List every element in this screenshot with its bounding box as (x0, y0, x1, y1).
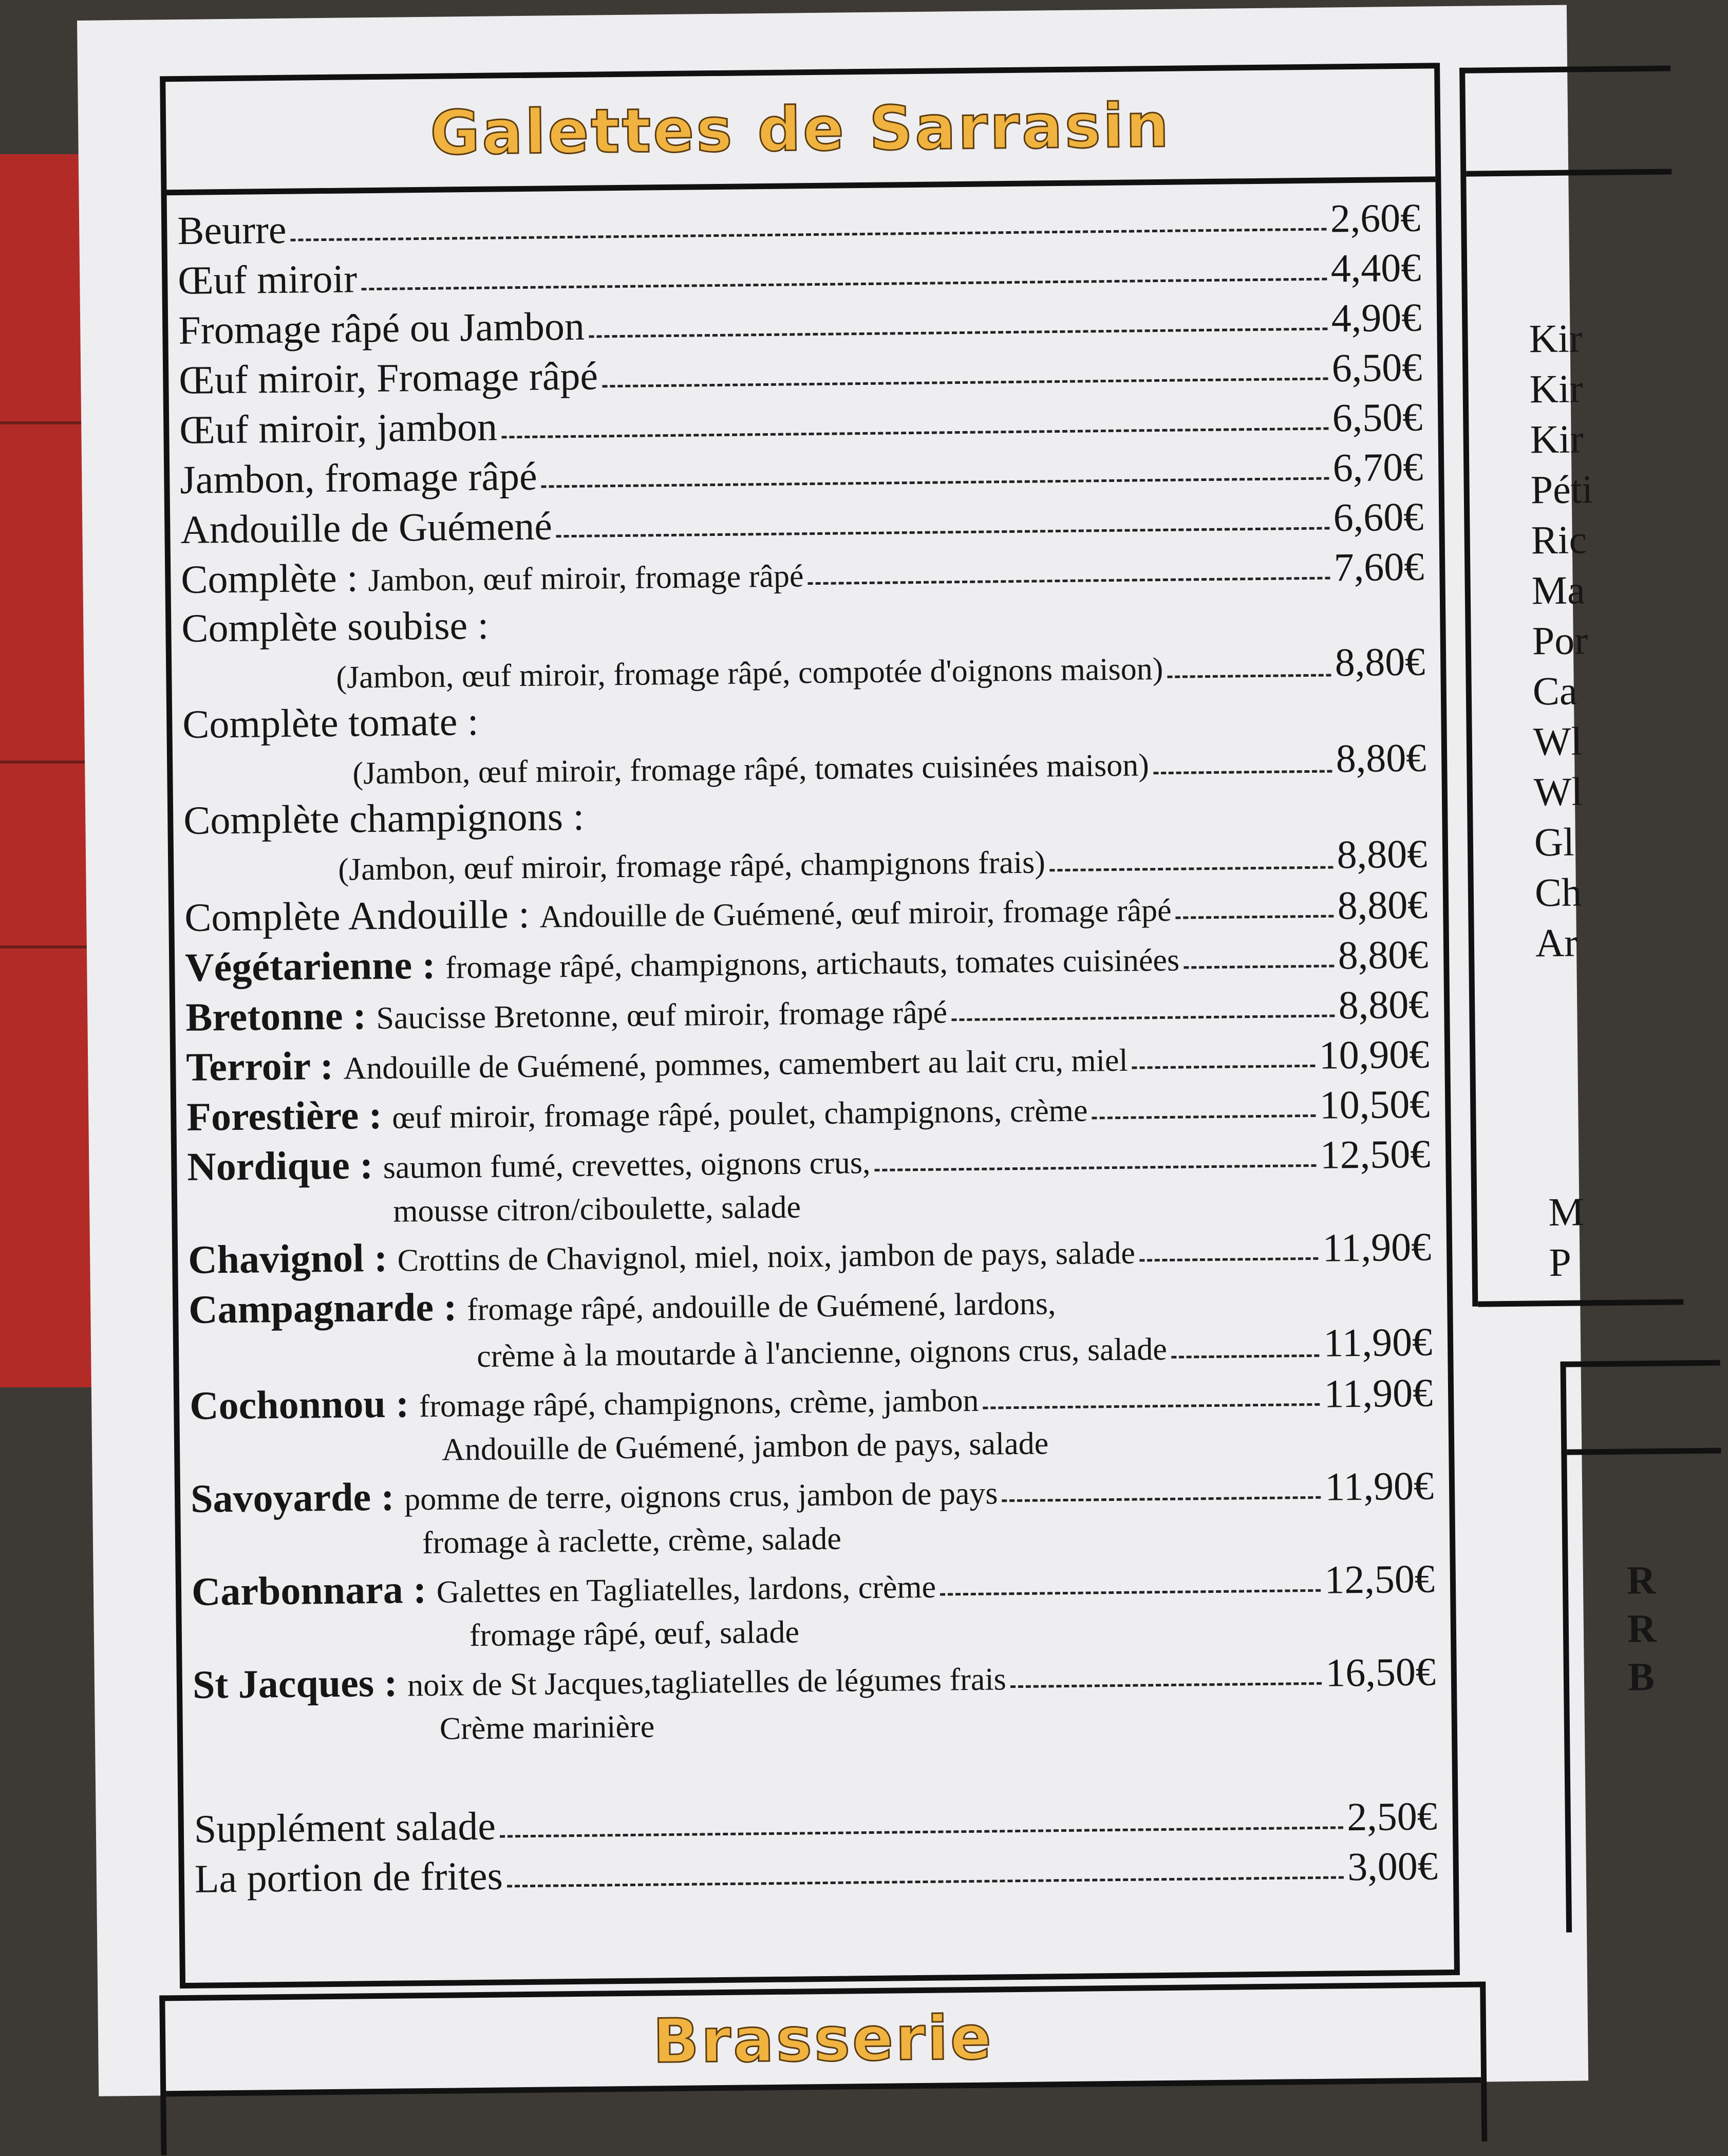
menu-items (177, 190, 1438, 1901)
item-name: Œuf miroir, Fromage râpé (178, 353, 598, 403)
dotted-leader (500, 1826, 1343, 1837)
dotted-leader (556, 527, 1329, 538)
item-price: 8,80€ (1335, 639, 1425, 685)
item-description-continued: Crème marinière (439, 1709, 655, 1746)
dotted-leader (1049, 866, 1333, 871)
divider (1466, 169, 1671, 177)
list-item: Ric (1531, 517, 1587, 563)
wood-plank-gap (0, 421, 92, 424)
item-description: fromage râpé, champignons, crème, jambon (419, 1383, 979, 1424)
item-description: (Jambon, œuf miroir, fromage râpé, champignons frais) (337, 845, 1046, 887)
item-name: Complète tomate : (182, 698, 479, 747)
dotted-leader (291, 228, 1326, 241)
item-price: 8,80€ (1336, 735, 1426, 781)
item-price: 6,50€ (1332, 394, 1423, 440)
item-description: Jambon, œuf miroir, fromage râpé (368, 559, 804, 599)
right-column-bold-list (1626, 1556, 1657, 1701)
item-name: Végétarienne : fromage râpé, champignons, artichauts, tomates cuisinées (184, 942, 1180, 990)
item-name: Supplément salade (194, 1803, 496, 1852)
brasserie-section (159, 1981, 1487, 2155)
item-description: Galettes en Tagliatelles, lardons, crème (436, 1569, 936, 1610)
item-description: crème à la moutarde à l'ancienne, oignons crus, salade (476, 1331, 1168, 1374)
list-item: Ar (1535, 920, 1578, 965)
list-item: Kir (1529, 315, 1583, 361)
list-item: Wl (1533, 718, 1583, 764)
item-price: 12,50€ (1320, 1131, 1431, 1177)
item-price: 11,90€ (1324, 1463, 1434, 1509)
galettes-section (160, 63, 1460, 1988)
section-title: Brasserie (652, 2002, 994, 2076)
item-price: 8,80€ (1337, 831, 1428, 877)
dotted-leader (951, 1014, 1335, 1021)
item-name: Carbonnara : Galettes en Tagliatelles, lardons, crème (191, 1567, 936, 1614)
item-description: œuf miroir, fromage râpé, poulet, champignons, crème (391, 1093, 1088, 1136)
list-item: Ma (1531, 567, 1586, 613)
item-price: 6,60€ (1333, 494, 1424, 540)
dotted-leader (541, 477, 1329, 488)
list-item: Wl (1533, 769, 1583, 814)
item-name: Forestière : œuf miroir, fromage râpé, poulet, champignons, crème (186, 1092, 1088, 1140)
item-description: (Jambon, œuf miroir, fromage râpé, compotée d'oignons maison) (336, 651, 1163, 695)
item-name: Bretonne : Saucisse Bretonne, œuf miroir, fromage râpé (185, 993, 948, 1040)
list-item: Por (1532, 618, 1588, 663)
item-description: fromage râpé, champignons, artichauts, tomates cuisinées (445, 942, 1180, 986)
item-name: Complète Andouille : Andouille de Guémené, œuf miroir, fromage râpé (184, 891, 1172, 940)
dotted-leader (361, 278, 1327, 291)
item-price: 8,80€ (1338, 981, 1429, 1028)
dotted-leader (1167, 674, 1331, 678)
list-item: P (1549, 1239, 1572, 1285)
dotted-leader (875, 1164, 1316, 1172)
right-column-list (1529, 313, 1598, 968)
item-price: 16,50€ (1325, 1649, 1436, 1695)
dotted-leader (1132, 1065, 1315, 1069)
dotted-leader (1184, 964, 1334, 969)
list-item: B (1627, 1654, 1655, 1699)
list-item: Kir (1530, 416, 1584, 462)
section-header (165, 68, 1435, 195)
item-price: 12,50€ (1324, 1556, 1435, 1602)
dotted-leader (1139, 1257, 1319, 1262)
right-column-list-lower (1548, 1186, 1585, 1288)
item-description-continued: fromage râpé, œuf, salade (469, 1614, 800, 1653)
item-price: 6,70€ (1332, 444, 1423, 490)
item-name: Jambon, fromage râpé (179, 453, 538, 503)
item-name: Beurre (177, 207, 287, 253)
item-price: 4,90€ (1331, 294, 1422, 341)
item-description: fromage râpé, andouille de Guémené, lardons, (466, 1286, 1056, 1328)
item-description: Saucisse Bretonne, œuf miroir, fromage râpé (376, 995, 948, 1036)
item-name: Cochonnou : fromage râpé, champignons, crème, jambon (189, 1381, 979, 1428)
item-name: Œuf miroir, jambon (179, 404, 498, 453)
item-name: Andouille de Guémené (180, 503, 553, 552)
item-name: Œuf miroir (177, 256, 358, 303)
list-item: M (1548, 1189, 1585, 1235)
item-description: noix de St Jacques,tagliatelles de légumes frais (407, 1662, 1007, 1703)
dotted-leader (507, 1876, 1343, 1887)
item-name: Complète champignons : (183, 793, 585, 843)
item-description-continued: mousse citron/ciboulette, salade (392, 1189, 801, 1229)
dotted-leader (589, 328, 1327, 338)
item-name: Fromage râpé ou Jambon (178, 303, 585, 353)
item-name: Complète : Jambon, œuf miroir, fromage râpé (180, 555, 804, 602)
list-item: Kir (1529, 366, 1584, 412)
item-price: 10,90€ (1319, 1031, 1430, 1077)
list-item: Gl (1534, 819, 1575, 865)
dotted-leader (940, 1589, 1320, 1596)
menu-paper (77, 5, 1657, 2096)
item-price: 2,50€ (1346, 1793, 1438, 1839)
item-price: 8,80€ (1338, 932, 1429, 978)
item-description: saumon fumé, crevettes, oignons crus, (383, 1145, 871, 1186)
item-price: 11,90€ (1322, 1224, 1432, 1270)
item-price: 10,50€ (1319, 1081, 1430, 1127)
list-item: R (1626, 1557, 1656, 1603)
dotted-leader (602, 378, 1328, 388)
wood-plank-gap (0, 945, 92, 949)
dotted-leader (1092, 1114, 1316, 1120)
item-price: 4,40€ (1330, 245, 1421, 291)
item-description: Andouille de Guémené, pommes, camembert au lait cru, miel (343, 1043, 1128, 1086)
divider (1567, 1448, 1721, 1455)
item-name: Complète soubise : (181, 602, 489, 650)
red-wood-background (0, 154, 92, 1387)
item-name: Nordique : saumon fumé, crevettes, oignons crus, (186, 1142, 871, 1189)
item-name: La portion de frites (194, 1853, 503, 1902)
divider (1478, 1299, 1683, 1307)
list-item: Péti (1530, 467, 1593, 512)
item-description-continued: fromage à raclette, crème, salade (422, 1521, 842, 1561)
item-price: 3,00€ (1347, 1843, 1438, 1889)
list-item: R (1627, 1605, 1657, 1651)
item-price: 2,60€ (1330, 195, 1421, 241)
item-description-continued: Andouille de Guémené, jambon de pays, salade (441, 1426, 1049, 1467)
list-item: Ch (1534, 869, 1582, 915)
item-name: Campagnarde : fromage râpé, andouille de Guémené, lardons, (188, 1284, 1056, 1332)
item-price: 8,80€ (1337, 882, 1428, 928)
item-description: (Jambon, œuf miroir, fromage râpé, tomates cuisinées maison) (352, 748, 1150, 791)
item-name: St Jacques : noix de St Jacques,tagliatelles de légumes frais (192, 1660, 1007, 1707)
dotted-leader (1171, 1354, 1320, 1359)
section-header (165, 1987, 1481, 2097)
dotted-leader (983, 1403, 1320, 1409)
item-description: Andouille de Guémené, œuf miroir, fromage râpé (539, 893, 1172, 935)
item-price: 11,90€ (1323, 1319, 1433, 1365)
item-price: 6,50€ (1331, 344, 1422, 391)
dotted-leader (1176, 915, 1333, 919)
section-title: Galettes de Sarrasin (429, 89, 1171, 169)
item-name: Chavignol : Crottins de Chavignol, miel, noix, jambon de pays, salade (187, 1235, 1136, 1283)
item-name: Savoyarde : pomme de terre, oignons crus, jambon de pays (190, 1474, 998, 1521)
dotted-leader (501, 428, 1328, 439)
dotted-leader (1153, 770, 1332, 774)
dotted-leader (1010, 1682, 1322, 1688)
wood-plank-gap (0, 760, 92, 764)
item-price: 7,60€ (1333, 544, 1424, 590)
item-description: Crottins de Chavignol, miel, noix, jambon de pays, salade (397, 1235, 1136, 1278)
item-description: pomme de terre, oignons crus, jambon de pays (404, 1476, 998, 1517)
dotted-leader (808, 577, 1330, 585)
item-name: Terroir : Andouille de Guémené, pommes, camembert au lait cru, miel (185, 1043, 1128, 1090)
dotted-leader (1002, 1496, 1321, 1502)
list-item: Ca (1532, 668, 1577, 714)
item-price: 11,90€ (1324, 1370, 1433, 1416)
